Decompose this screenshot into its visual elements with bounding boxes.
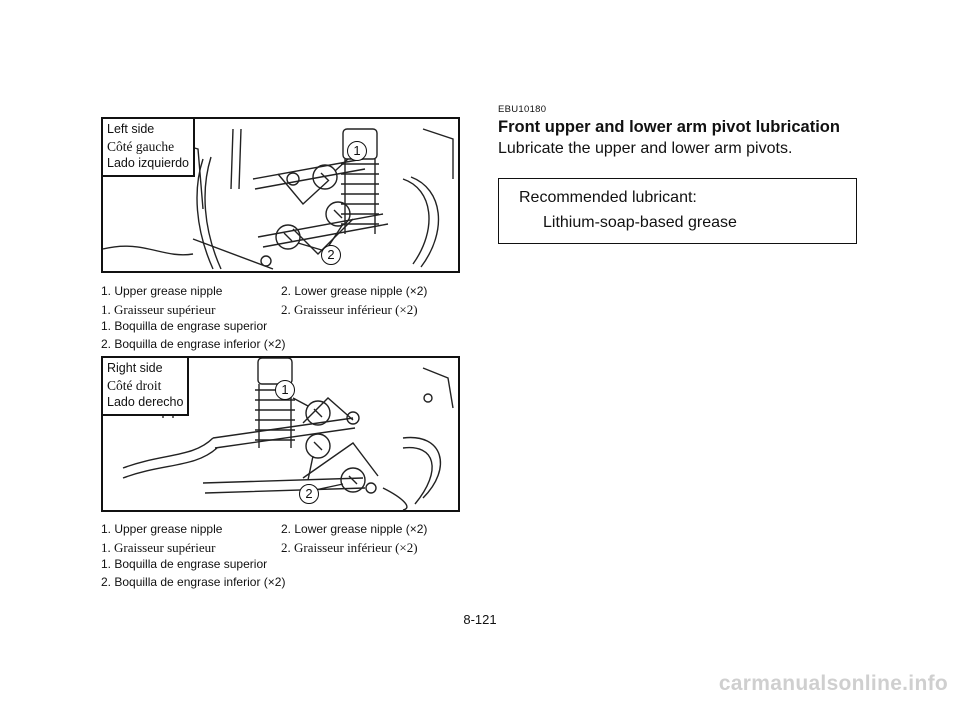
caption-es-1: 1. Boquilla de engrase superior xyxy=(101,319,268,333)
caption-figure-2 xyxy=(101,521,481,591)
caption-fr-1: 1. Graisseur supérieur xyxy=(101,539,216,555)
side-label-fr: Côté gauche xyxy=(107,139,175,154)
side-label-en: Left side xyxy=(107,122,155,136)
callout-2: 2 xyxy=(321,245,341,265)
lubricant-label: Recommended lubricant: xyxy=(519,189,697,206)
figure-left-side xyxy=(101,117,460,273)
side-label-es: Lado derecho xyxy=(107,395,184,409)
section-title: Front upper and lower arm pivot lubrication xyxy=(498,118,840,136)
side-label-fr: Côté droit xyxy=(107,378,162,393)
side-label-right xyxy=(101,356,189,416)
caption-fr-1: 1. Graisseur supérieur xyxy=(101,301,216,317)
side-label-left xyxy=(101,117,195,177)
recommended-lubricant-box xyxy=(498,178,857,244)
section-code: EBU10180 xyxy=(498,104,547,115)
lubricant-value: Lithium-soap-based grease xyxy=(543,214,737,231)
caption-en-1: 1. Upper grease nipple xyxy=(101,522,223,536)
caption-es-1: 1. Boquilla de engrase superior xyxy=(101,557,268,571)
caption-en-2: 2. Lower grease nipple (×2) xyxy=(281,522,428,536)
caption-figure-1 xyxy=(101,283,481,353)
caption-en-2: 2. Lower grease nipple (×2) xyxy=(281,284,428,298)
callout-2: 2 xyxy=(299,484,319,504)
caption-fr-2: 2. Graisseur inférieur (×2) xyxy=(281,539,418,555)
side-label-es: Lado izquierdo xyxy=(107,156,190,170)
caption-fr-2: 2. Graisseur inférieur (×2) xyxy=(281,301,418,317)
watermark: carmanualsonline.info xyxy=(718,672,948,695)
page-number: 8-121 xyxy=(463,612,497,627)
section-body: Lubricate the upper and lower arm pivots. xyxy=(498,140,793,157)
caption-es-2: 2. Boquilla de engrase inferior (×2) xyxy=(101,336,286,351)
caption-en-1: 1. Upper grease nipple xyxy=(101,284,223,298)
figure-right-side xyxy=(101,356,460,512)
callout-1: 1 xyxy=(347,141,367,161)
caption-es-2: 2. Boquilla de engrase inferior (×2) xyxy=(101,574,286,589)
callout-1: 1 xyxy=(275,380,295,400)
side-label-en: Right side xyxy=(107,361,163,375)
